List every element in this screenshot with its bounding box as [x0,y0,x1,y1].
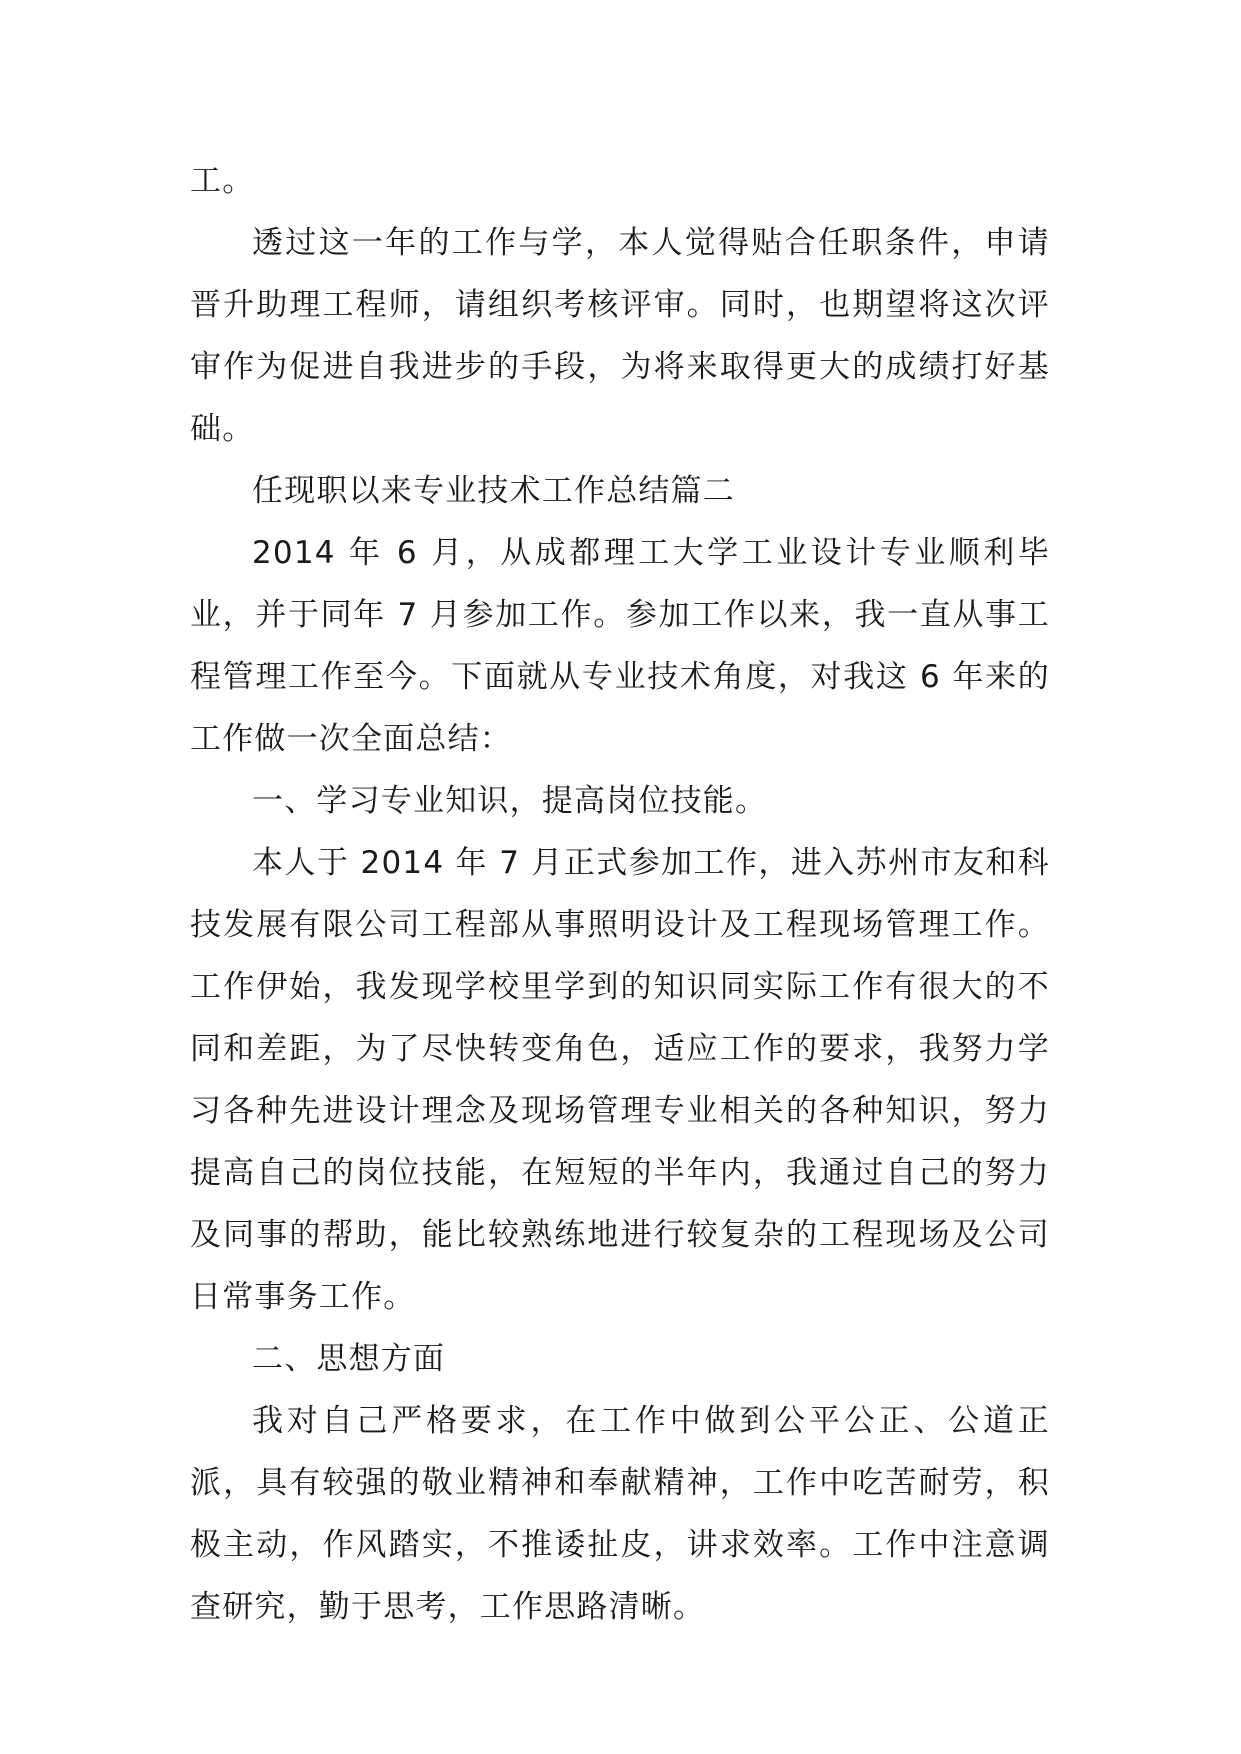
paragraph-graduation: 2014 年 6 月，从成都理工大学工业设计专业顺利毕业，并于同年 7 月参加工作。参加工作以来，我一直从事工程管理工作至今。下面就从专业技术角度，对我这 6 年来的工作做一次全面总结： [190,535,1050,757]
section-title: 任现职以来专业技术工作总结篇二 [252,473,735,509]
paragraph-self-discipline: 我对自己严格要求，在工作中做到公平公正、公道正派，具有较强的敬业精神和奉献精神，工作中吃苦耐劳，积极主动，作风踏实，不推诿扯皮，讲求效率。工作中注意调查研究，勤于思考，工作思路清晰。 [190,1403,1050,1625]
paragraph-promotion-request: 透过这一年的工作与学，本人觉得贴合任职条件，申请晋升助理工程师，请组织考核评审。同时，也期望将这次评审作为促进自我进步的手段，为将来取得更大的成绩打好基础。 [190,225,1050,447]
paragraph-continuation: 工。 [190,163,255,199]
subheading-ideology: 二、思想方面 [252,1341,446,1377]
subheading-learning: 一、学习专业知识，提高岗位技能。 [252,783,768,819]
paragraph-job-start: 本人于 2014 年 7 月正式参加工作，进入苏州市友和科技发展有限公司工程部从事照明设计及工程现场管理工作。工作伊始，我发现学校里学到的知识同实际工作有很大的不同和差距，为了尽快转变角色，适应工作的要求，我努力学习各种先进设计理念及现场管理专业相关的各种知识，努力提高自己的岗位技能，在短短的半年内，我通过自己的努力及同事的帮助，能比较熟练地进行较复杂的工程现场及公司日常事务工作。 [190,845,1050,1315]
document-body [190,150,1050,1638]
